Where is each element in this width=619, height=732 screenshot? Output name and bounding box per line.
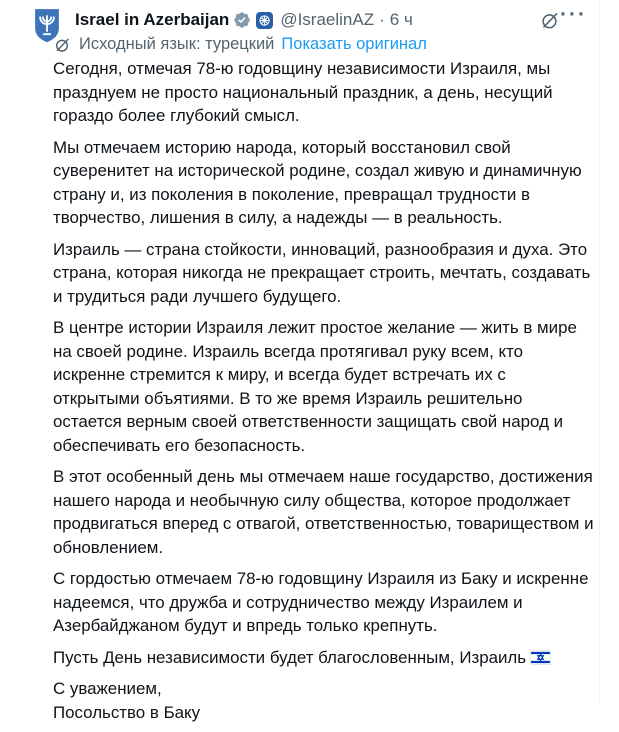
post-text [53,57,594,732]
timeline-column-border [599,0,600,704]
blessing-text: Пусть День независимости будет благословенным, Израиль [53,647,527,667]
signature [53,677,594,724]
post-header [75,9,413,31]
paragraph: Сегодня, отмечая 78-ю годовщину независимости Израиля, мы празднуем не просто национальный праздник, а день, несущий гораздо более глубокий смысл. [53,59,553,125]
display-name[interactable]: Israel in Azerbaijan [75,10,230,29]
paragraph: С гордостью отмечаем 78-ю годовщину Израиля из Баку и искренне надеемся, что дружба и сотрудничество между Израилем и Азербайджаном будут и впредь только крепнуть. [53,569,589,635]
paragraph: Мы отмечаем историю народа, который восстановил свой суверенитет на исторической родине, создал живую и динамичную страну и, из поколения в поколение, превращал трудности в творчество, лишения в силу, а надежды — в реальность. [53,137,582,227]
handle-group [280,10,413,30]
grok-translate-icon [54,37,70,53]
dot-separator: · [379,10,385,29]
paragraph: Израиль — страна стойкости, инноваций, разнообразия и духа. Это страна, которая никогда не прекращает строить, мечтать, создавать и трудиться ради лучшего будущего. [53,239,591,306]
translation-bar [54,34,427,55]
paragraph: В центре истории Израиля лежит простое желание — жить в мире на своей родине. Израиль всегда протягивал руку всем, кто искренне стремится к миру, и всегда будет встречать их с открытыми объятиями. В то же время Израиль решительно остается верным своей ответственности защищать свой народ и обеспечивать его безопасность. [53,318,577,455]
affiliate-badge-icon[interactable] [256,12,273,29]
show-original-link[interactable]: Показать оригинал [281,35,427,53]
source-language-label: Исходный язык: турецкий [79,35,275,53]
signature-line-2: Посольство в Баку [53,702,201,722]
handle[interactable]: @IsraelinAZ [280,10,375,29]
verified-badge-icon[interactable] [233,11,251,29]
signature-line-1: С уважением, [53,679,162,698]
grok-actions-button[interactable] [540,11,559,30]
more-menu-button[interactable]: ··· [560,3,587,26]
blessing-line [53,646,594,670]
timestamp[interactable]: 6 ч [389,10,413,29]
israel-flag-emoji [530,648,551,663]
paragraph: В этот особенный день мы отмечаем наше государство, достижения нашего народа и необычную силу общества, которое продолжает продвигаться вперед с отвагой, ответственностью, товариществом и обновлением. [53,467,594,557]
